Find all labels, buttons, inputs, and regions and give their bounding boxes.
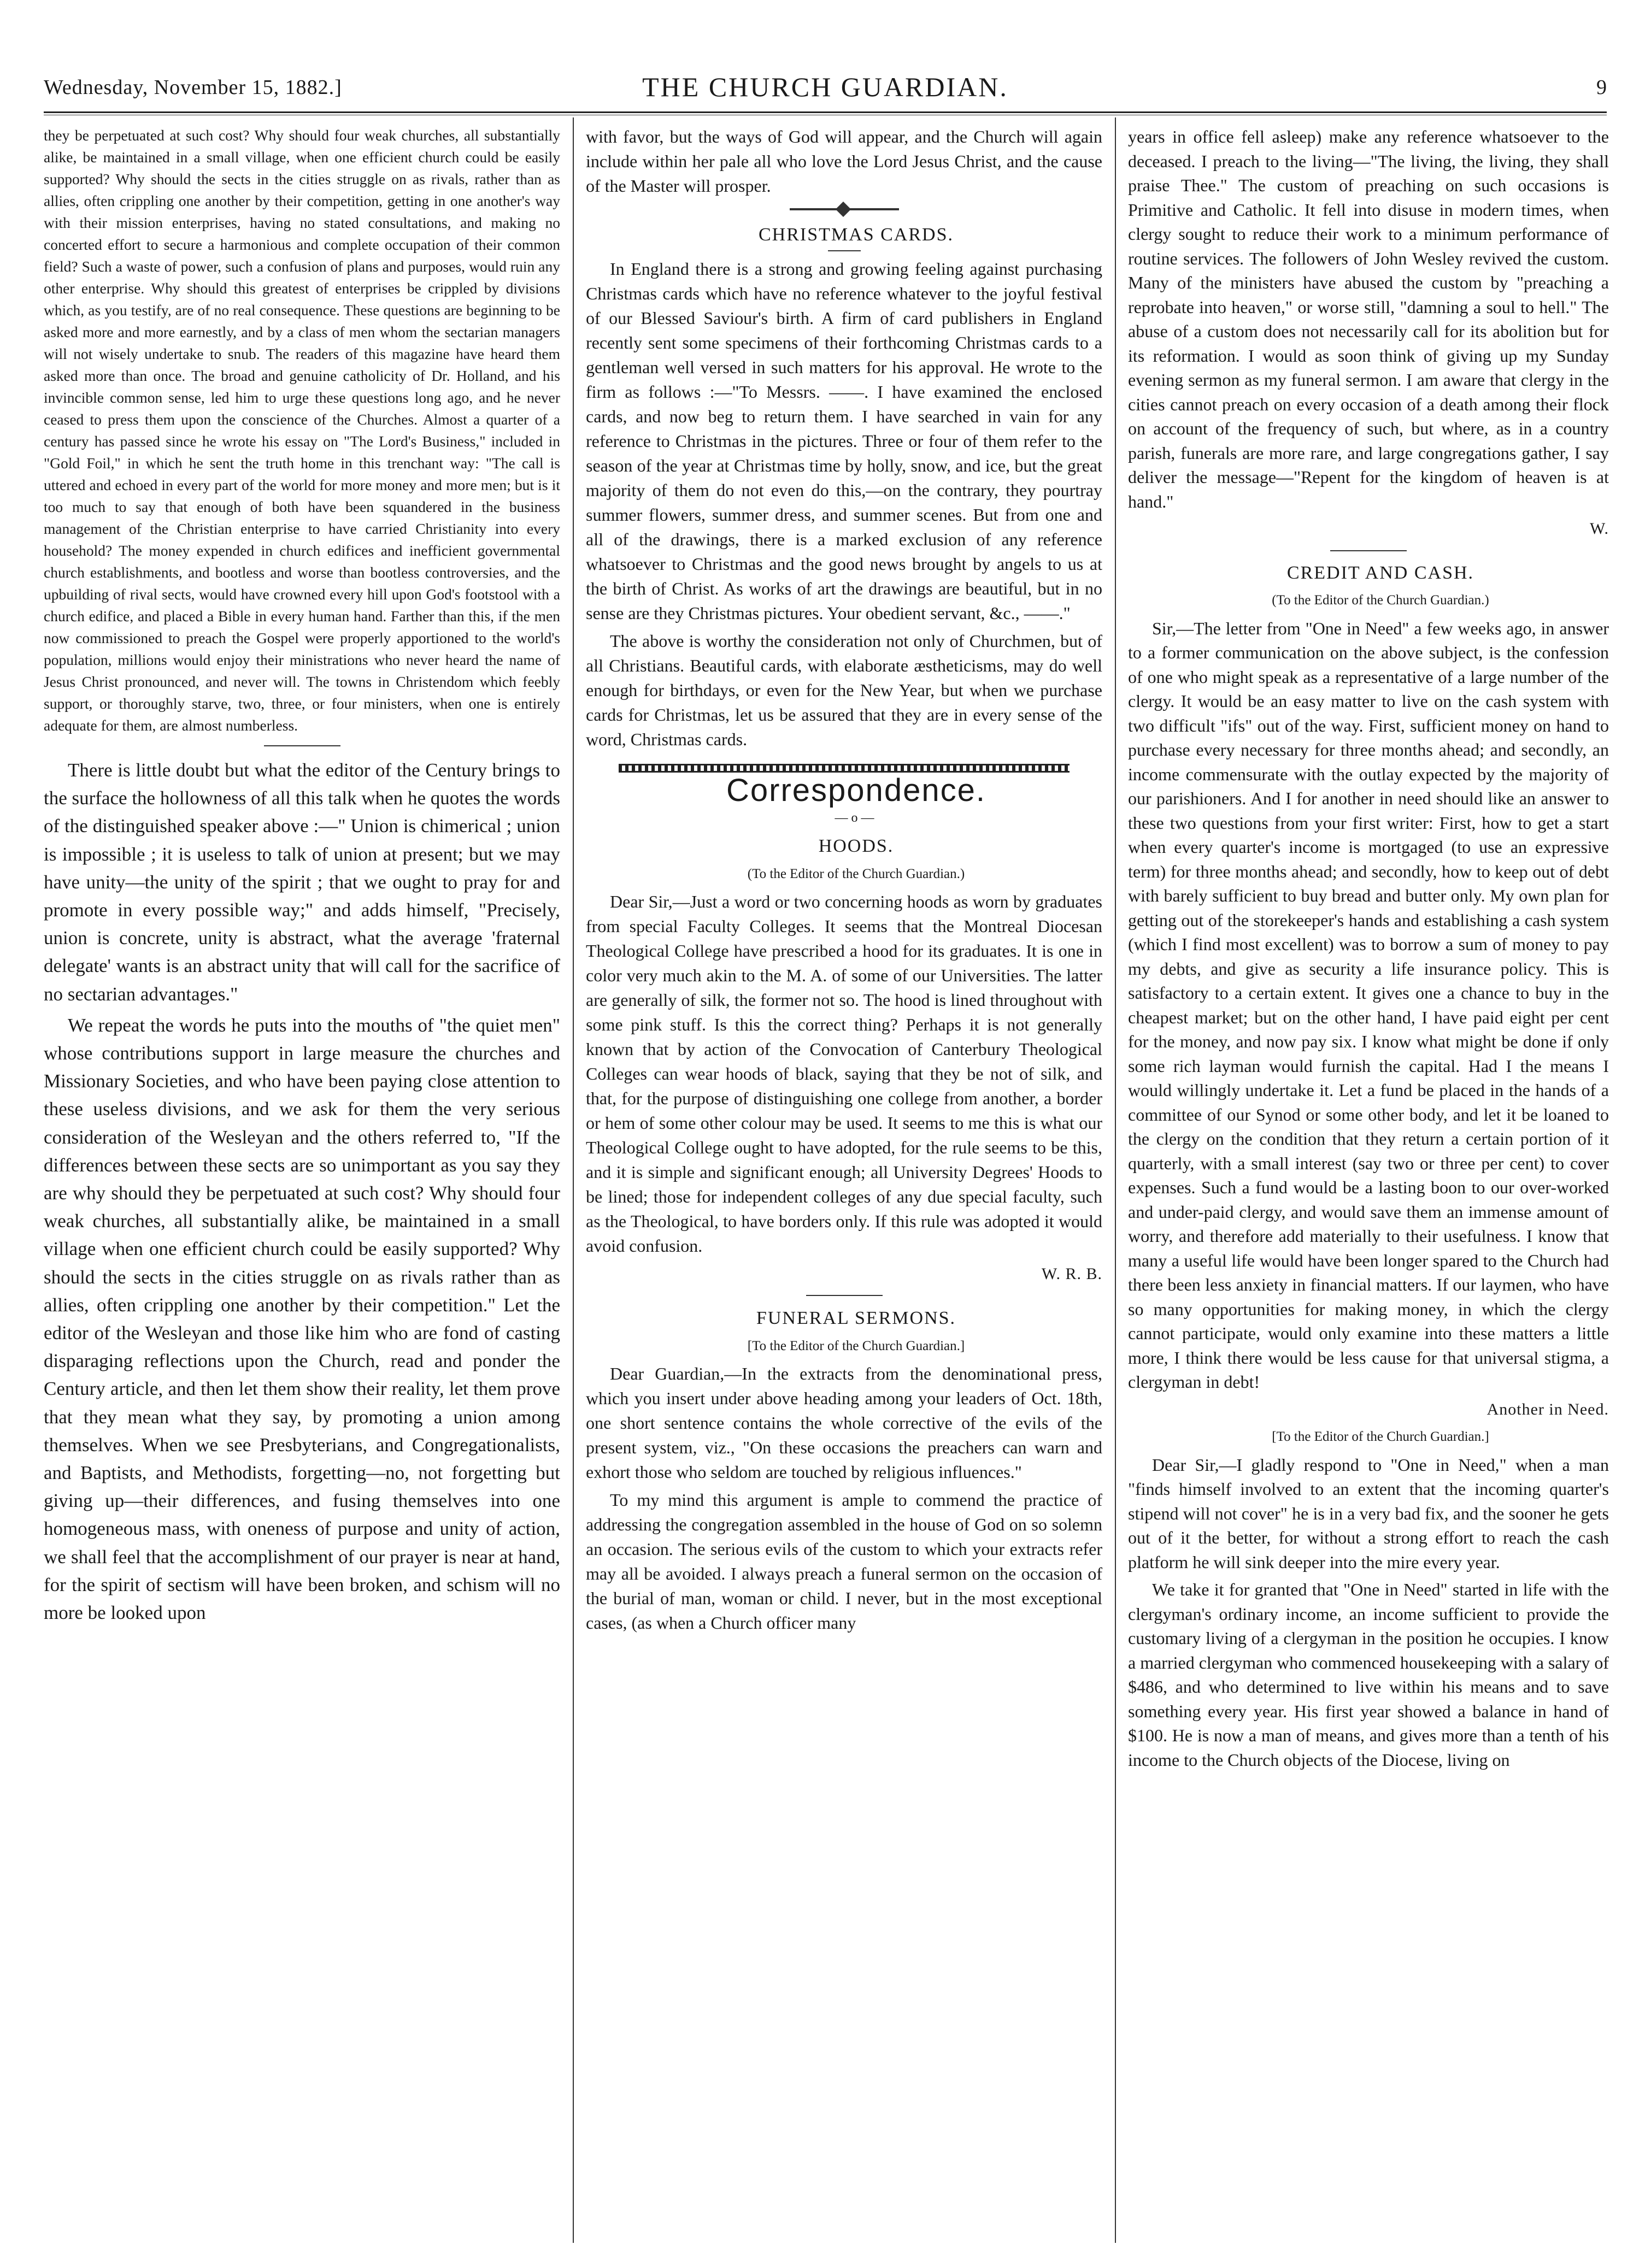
column-2: [586, 125, 1102, 2245]
editor-address: (To the Editor of the Church Guardian.): [747, 867, 965, 881]
body-paragraph: We repeat the words he puts into the mouths of "the quiet men" whose contributions support in large measure the churches and Missionary Societies, and who have been paying close attention to these useless divisions, and we ask for them the very serious consideration of the Wesleyan and the others referred to, "If the differences between these sects are so unimportant as you say they are why should they be perpetuated at such cost? Why should four weak churches, all substantially alike, be maintained in a small village when one efficient church could be easily supported? Why should the sects in the cities struggle on as rivals rather than as allies, often crippling one another by their competition." Let the editor of the Wesleyan and those like him who are fond of casting disparaging reflections upon the Church, read and ponder the Century article, and then let them show their reality, let them prove that they mean what they say, by promoting a union among themselves. When we see Presbyterians, and Congregationalists, and Baptists, and Methodists, forgetting—no, not forgetting but giving up—their differences, and fusing themselves into one homogeneous mass, with oneness of purpose and unity of action, we shall feel that the accomplishment of our prayer is near at hand, for the spirit of sectism will have been broken, and schism will no more be looked upon: [44, 1014, 560, 1624]
section-rule: [264, 745, 340, 746]
column-1: [44, 125, 560, 2245]
body-paragraph: Dear Guardian,—In the extracts from the denominational press, which you insert under above heading among your leaders of Oct. 18th, one short sentence contains the whole corrective of the evils of the present system, viz., "On these occasions the preachers can warn and exhort those who seldom are touched by religious influences.": [586, 1364, 1102, 1482]
ornament-divider: [790, 208, 899, 210]
body-paragraph: To my mind this argument is ample to commend the practice of addressing the congregation assembled in the house of God on so solemn an occasion. The serious evils of the custom to which your extracts refer may all be avoided. I always preach a funeral sermon on the occasion of the burial of man, woman or child. I never, but in the most exceptional cases, (as when a Church officer many: [586, 1490, 1102, 1633]
body-paragraph: We take it for granted that "One in Need" started in life with the clergyman's ordinary income, an income sufficient to provide the customary living of a clergyman in the position he occupies. I know a married clergyman who commenced housekeeping with a salary of $486, and who determined to live within his means and to save something every year. His first year showed a balance in hand of $100. He is now a man of means, and gives more than a tenth of his income to the Church objects of the Diocese, living on: [1128, 1580, 1609, 1770]
body-paragraph: In England there is a strong and growing feeling against purchasing Christmas cards which have no reference whatever to the joyful festival of our Blessed Saviour's birth. A firm of card publishers in England recently sent some specimens of their forthcoming Christmas cards to a gentleman well versed in such matters for his approval. He wrote to the firm as follows :—"To Messrs. ——. I have examined the enclosed cards, and now beg to return them. I have searched in vain for any reference to Christmas in the pictures. Three or four of them refer to the season of the year at Christmas time by holly, snow, and ice, but the great majority of them do not even do this,—on the contrary, they pourtray summer flowers, summer dress, and summer scenes. But from one and all of the drawings, there is a marked exclusion of any reference whatsoever to Christmas and the good news brought by angels to us at the birth of Christ. As works of art the drawings are beautiful, but in no sense are they Christmas pictures. Your obedient servant, &c., ——.": [586, 259, 1102, 623]
body-paragraph: with favor, but the ways of God will appear, and the Church will again include within her pale all who love the Lord Jesus Christ, and the cause of the Master will prosper.: [586, 127, 1102, 196]
editor-address: (To the Editor of the Church Guardian.): [1272, 593, 1489, 608]
section-rule: [806, 1295, 883, 1296]
decorative-banner-rule: [619, 764, 1070, 773]
header-rule: [44, 111, 1607, 113]
article-heading: CREDIT AND CASH.: [1286, 562, 1474, 583]
letter-signature: W. R. B.: [1041, 1265, 1102, 1283]
body-paragraph: There is little doubt but what the editor of the Century brings to the surface the hollowness of all this talk when he quotes the words of the distinguished speaker above :—" Union is chimerical ; union is impossible ; it is useless to talk of union at present; but we may have unity—the unity of the spirit ; that we ought to pray for and promote in every possible way;" and adds himself, "Precisely, union is concrete, unity is abstract, what the average 'fraternal delegate' wants is an abstract unity that will call for the sacrifice of no sectarian advantages.": [44, 759, 560, 1005]
header-date: Wednesday, November 15, 1882.]: [44, 76, 342, 99]
body-paragraph: Sir,—The letter from "One in Need" a few weeks ago, in answer to a former communication on the above subject, is the confession of one who might speak as a representative of a large number of the clergy. It would be an easy matter to live on the cash system with two difficult "ifs" out of the way. First, sufficient money on hand to purchase every necessary for three months ahead; and secondly, an income commensurate with the outlay expected by the majority of our parishioners. And I for another in need should like an answer to these two questions from your first writer: First, how to get a start when every quarter's income is mortgaged (to use an expressive term) for three months ahead; and secondly, how to keep out of debt with barely sufficient to buy bread and butter only. My own plan for getting out of the storekeeper's hands and establishing a cash system (which I find most excellent) was to borrow a sum of money to pay my debts, and give as security a life insurance policy. This is satisfactory to a certain extent. It gives one a chance to buy in the cheapest market; but on the other hand, I have paid eight per cent for the money, and now pay six. I know what might be done if only some rich layman would furnish the capital. Had I the means I would willingly undertake it. Let a fund be placed in the hands of a committee of our Synod or some other body, and let it be loaned to the clergy on the condition that they return a certain portion of it quarterly, with a small interest (say two or three per cent) to cover expenses. Such a fund would be a lasting boon to our over-worked and under-paid clergy, and would save them an immense amount of worry, and therefore add materially to their usefulness. I know that many a useful life would have been longer spared to the Church had there been less anxiety in financial matters. If our laymen, who have so many opportunities for making money, in which the clergy cannot participate, would only examine into these matters a little more, I think there would be less cause for that universal stigma, a clergyman in debt!: [1128, 618, 1609, 1392]
body-paragraph: Dear Sir,—Just a word or two concerning hoods as worn by graduates from special Faculty Colleges. It seems that the Montreal Diocesan Theological College have prescribed a hood for its graduates. It is one in color very much akin to the M. A. of some of our Universities. The latter are generally of silk, the former not so. The hood is lined throughout with some pink stuff. Is this the correct thing? Perhaps it is not generally known that by action of the Convocation of Canterbury Theological Colleges can wear hoods of black, saying that they be not of silk, and that, for the purpose of distinguishing one college from another, a border or hem of some other colour may be used. It seems to me this is what our Theological College ought to have adopted, for the rule seems to be this, and it is simple and significant enough; all University Degrees' Hoods to be lined; those for independent colleges of any due special faculty, such as the Theological, to have borders only. If this rule was adopted it would avoid confusion.: [586, 892, 1102, 1256]
article-heading: HOODS.: [818, 836, 894, 856]
letter-signature: W.: [1589, 520, 1609, 538]
column-divider: [1115, 117, 1116, 2243]
section-title: Correspondence.: [726, 773, 986, 808]
page-number: 9: [1596, 76, 1607, 99]
column-divider: [573, 117, 574, 2243]
body-paragraph: years in office fell asleep) make any reference whatsoever to the deceased. I preach to the living—"The living, the living, they shall praise Thee." The custom of preaching on such occasions is Primitive and Catholic. It fell into disuse in modern times, when clergy sought to reduce their work to a minimum performance of routine services. The followers of John Wesley revived the custom. Many of the ministers have abused the custom by "preaching a reprobate into heaven," or worse still, "damning a soul to hell." The abuse of a custom does not necessarily call for its abolition but for its reformation. I would as soon think of giving up my Sunday evening sermon as my funeral sermon. I am aware that clergy in the cities cannot preach on every occasion of a death among their flock on account of the frequency of such, but where, as in a country parish, funerals are more rare, and large congregations gather, I say deliver the message—"Repent for the kingdom of heaven is at hand.": [1128, 127, 1609, 511]
editor-address: [To the Editor of the Church Guardian.]: [747, 1339, 965, 1353]
article-heading: FUNERAL SERMONS.: [756, 1308, 956, 1328]
letter-signature: Another in Need.: [1487, 1400, 1609, 1418]
heading-rule: [828, 250, 861, 251]
body-paragraph: Dear Sir,—I gladly respond to "One in Need," when a man "finds himself involved to an extent that the incoming quarter's stipend will not cover" he is in a very bad fix, and the sooner he gets out of it the better, for without a strong effort to reach the cash platform he will sink deeper into the mire every year.: [1128, 1454, 1609, 1572]
body-paragraph: The above is worthy the consideration not only of Churchmen, but of all Christians. Beautiful cards, with elaborate æstheticisms, may do well enough for birthdays, or even for the New Year, but when we purchase cards for Christmas, let us be assured that they are in every sense of the word, Christmas cards.: [586, 631, 1102, 749]
section-rule: [1330, 550, 1407, 551]
small-divider: —o—: [835, 811, 878, 825]
newspaper-title: THE CHURCH GUARDIAN.: [642, 72, 1008, 102]
editor-address: [To the Editor of the Church Guardian.]: [1272, 1429, 1489, 1444]
article-heading: CHRISTMAS CARDS.: [759, 225, 954, 245]
page-header: [44, 66, 1607, 104]
quoted-extract: they be perpetuated at such cost? Why should four weak churches, all substantially alike, be maintained in a small village, when one efficient church could be easily supported? Why should the sects in the cities struggle on as rivals, rather than as allies, often crippling one another by their competition, getting in one another's way with their mission enterprises, having no stated consultations, and making no concerted effort to secure a harmonious and complete occupation of their common field? Such a waste of power, such a confusion of plans and purposes, would ruin any other enterprise. Why should this greatest of enterprises be crippled by divisions which, as you testify, are of no real consequence. These questions are beginning to be asked more and more earnestly, and by a class of men whom the sectarian managers will not wisely undertake to snub. The readers of this magazine have heard them asked more than once. The broad and genuine catholicity of Dr. Holland, and his invincible common sense, led him to urge these questions long ago, and he never ceased to press them upon the conscience of the Churches. Almost a quarter of a century has passed since he wrote his essay on "The Lord's Business," included in "Gold Foil," in which he sent the truth home in this trenchant way: "The call is uttered and echoed in every part of the world for more money and more men; but is it too much to say that enough of both have been squandered in the business management of the Christian enterprise to have carried Christianity into every household? The money expended in church edifices and inefficient governmental church establishments, and bootless and worse than bootless controversies, and the upbuilding of rival sects, would have crowned every hill upon God's footstool with a church edifice, and placed a Bible in every human hand. Farther than this, if the men now commissioned to preach the Gospel were properly apportioned to the world's population, millions would enjoy their ministrations who never heard the name of Jesus Christ pronounced, and never will. The towns in Christendom which feebly support, or thoroughly starve, two, three, or four ministers, when one is entirely adequate for them, are almost numberless.: [44, 127, 560, 734]
column-3: [1128, 125, 1609, 2245]
